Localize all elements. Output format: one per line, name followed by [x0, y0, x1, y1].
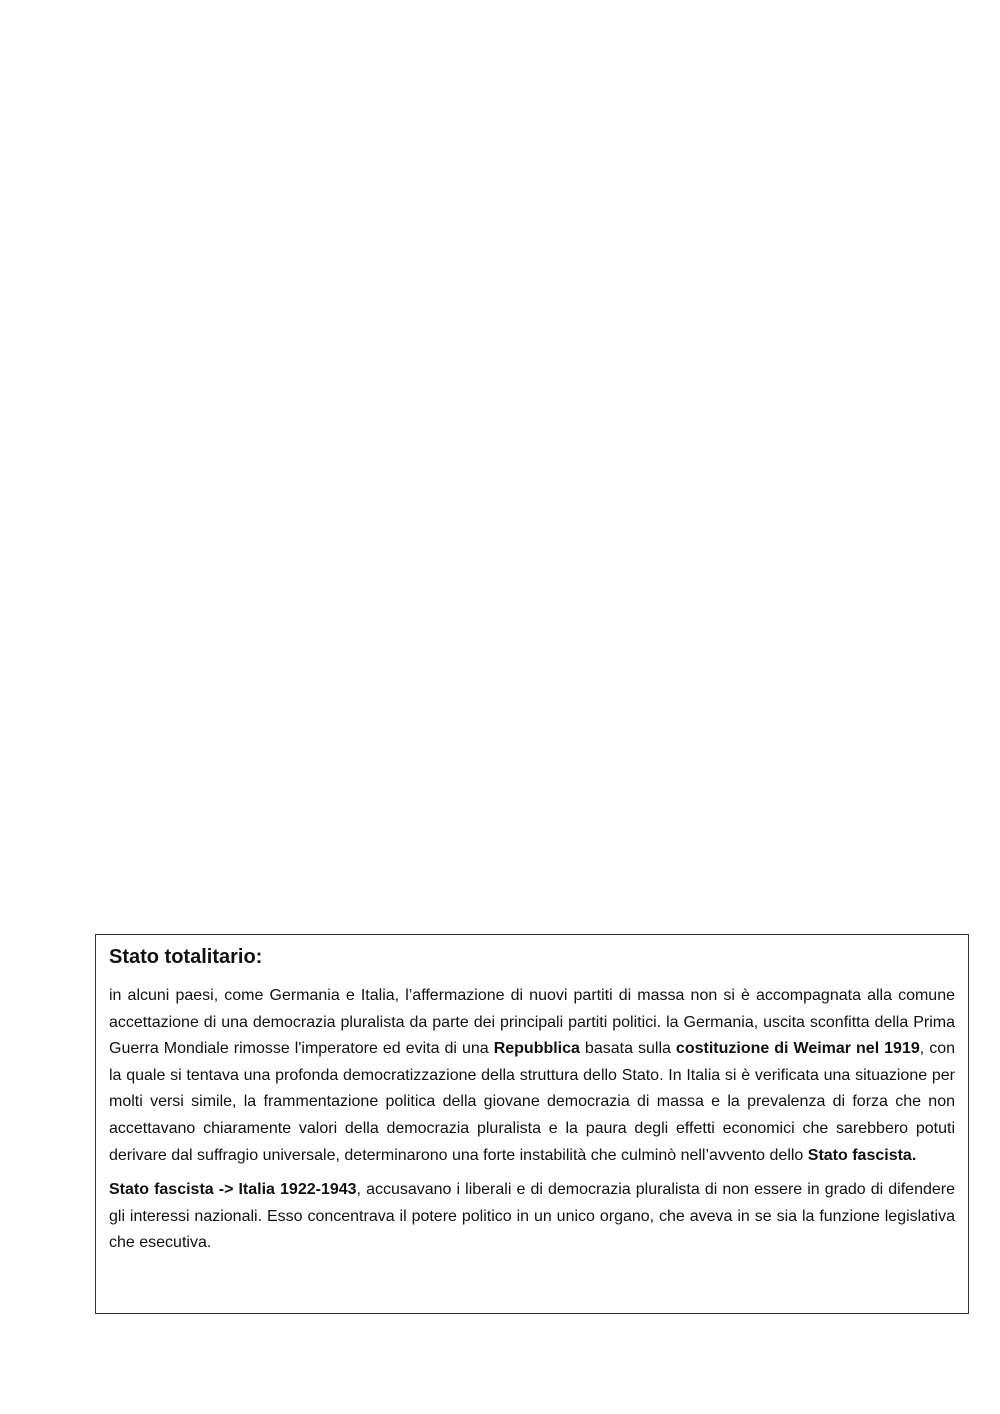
bold-term-repubblica: Repubblica: [493, 1040, 580, 1058]
paragraph-text: , con la quale si tentava una profonda democratizzazione della struttura dello Stato. In Italia si è verificata una situazione per molti versi simile, la frammentazione politica della giovane democrazia di massa e la prevalenza di forza che non accettavano chiaramente valori della democrazia pluralista e la paura degli effetti economici che sarebbero potuti derivare dal suffragio universale, determinarono una forte instabilità che culminò nell’avvento dello: [109, 1040, 956, 1164]
section-title: Stato totalitario:: [109, 946, 263, 968]
bold-term-weimar: costituzione di Weimar nel 1919: [675, 1040, 920, 1058]
text-box: [95, 934, 969, 1314]
paragraph-stato-totalitario: [109, 983, 955, 1169]
paragraph-text: in alcuni paesi, come Germania e Italia, l’affermazione di nuovi partiti di massa non si è accompagnata alla comune accettazione di una democrazia pluralista da parte dei principali partiti politici. la Germania, uscita sconfitta della Prima Guerra Mondiale rimosse l'imperatore ed evita di una: [109, 987, 955, 1058]
paragraph-stato-fascista: [109, 1177, 955, 1257]
paragraph-text: , accusavano i liberali e di democrazia pluralista di non essere in grado di difendere gli interessi nazionali. Esso concentrava il potere politico in un unico organo, che aveva in se sia la funzione legislativa che esecutiva.: [109, 1181, 956, 1252]
bold-term-italia-dates: Stato fascista -> Italia 1922-1943: [109, 1181, 357, 1199]
bold-term-stato-fascista: Stato fascista.: [807, 1146, 917, 1164]
paragraph-text: basata sulla: [579, 1040, 676, 1058]
